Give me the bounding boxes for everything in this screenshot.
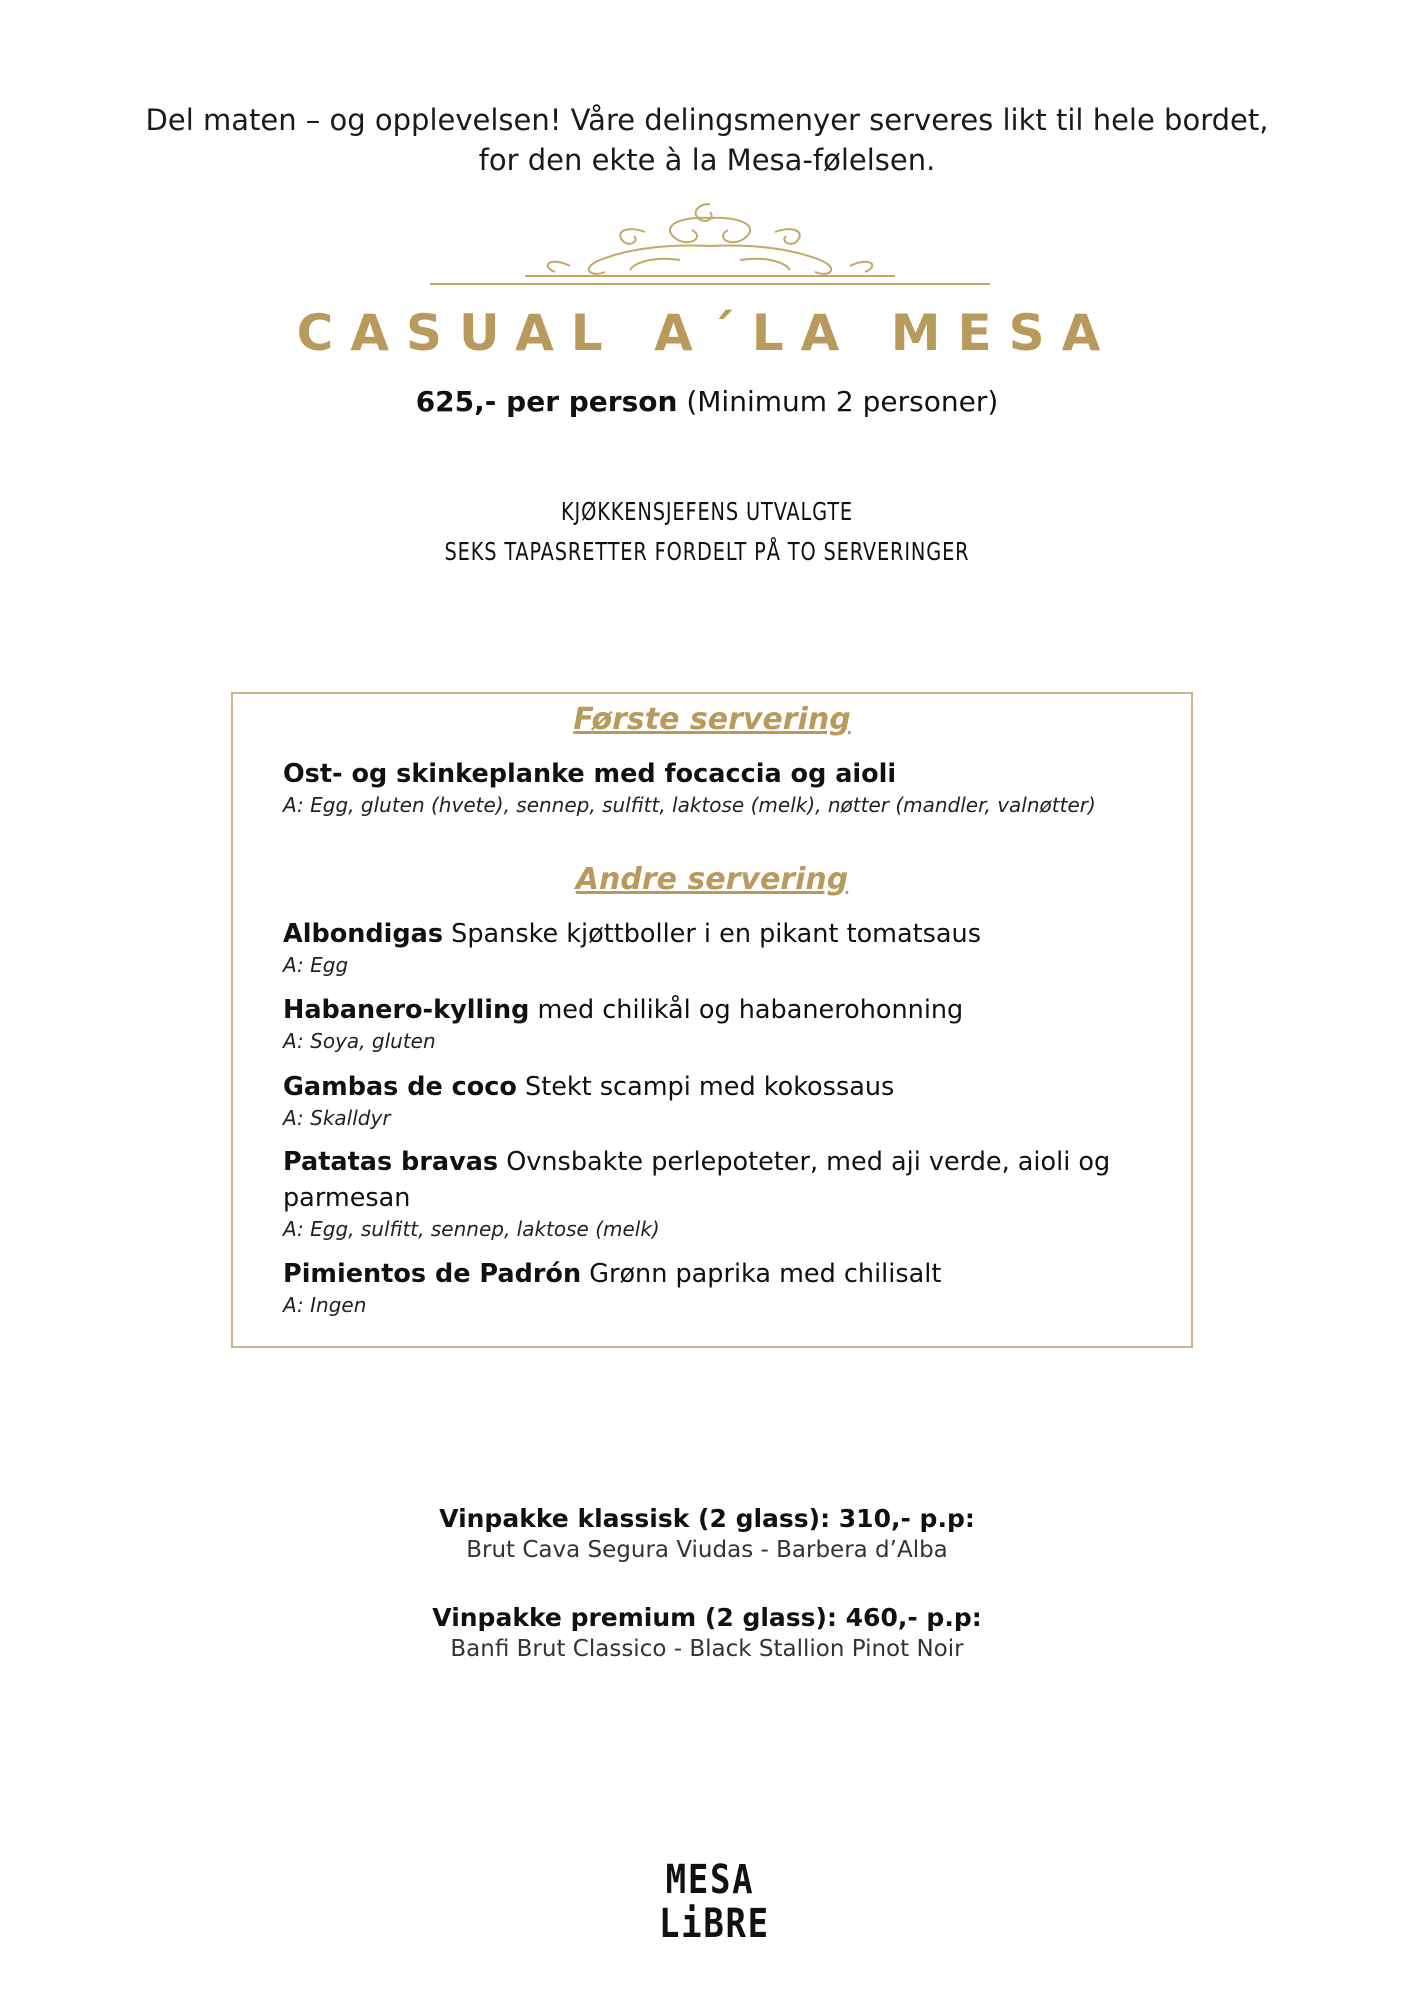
intro-text	[0, 100, 1414, 180]
wine-classic-list: Brut Cava Segura Viudas - Barbera d’Alba	[466, 1537, 948, 1563]
dish-item	[283, 992, 1163, 1054]
dish-name: Habanero-kylling	[283, 995, 530, 1025]
dish-desc: Stekt scampi med kokossaus	[516, 1072, 895, 1102]
dish-allergens: A: Egg, sulfitt, sennep, laktose (melk)	[283, 1217, 660, 1241]
mesa-libre-logo	[650, 1858, 770, 1958]
dish-item	[283, 756, 1163, 818]
dish-allergens: A: Soya, gluten	[283, 1029, 436, 1053]
dish-name: Gambas de coco	[283, 1072, 517, 1102]
dish-item	[283, 1256, 1163, 1318]
first-serving-title: Første servering	[573, 702, 851, 737]
chef-line-2: SEKS TAPASRETTER FORDELT PÅ TO SERVERINGER	[444, 537, 970, 566]
dish-item	[283, 1144, 1163, 1242]
dish-desc: med chilikål og habanerohonning	[529, 995, 964, 1025]
dish-item	[283, 916, 1163, 978]
dish-name: Ost- og skinkeplanke med focaccia og aioli	[283, 759, 897, 789]
price-note: (Minimum 2 personer)	[677, 385, 999, 418]
dish-allergens: A: Ingen	[283, 1293, 367, 1317]
chef-line-1: KJØKKENSJEFENS UTVALGTE	[561, 497, 853, 526]
dish-name: Patatas bravas	[283, 1147, 499, 1177]
dish-item	[283, 1069, 1163, 1131]
dish-desc: Grønn paprika med chilisalt	[581, 1259, 942, 1289]
menu-box	[231, 692, 1193, 1348]
intro-line-2: for den ekte à la Mesa-følelsen.	[478, 143, 936, 177]
dish-name: Pimientos de Padrón	[283, 1259, 582, 1289]
dish-desc: Spanske kjøttboller i en pikant tomatsaus	[443, 919, 981, 949]
wine-classic-title: Vinpakke klassisk (2 glass): 310,- p.p:	[439, 1504, 975, 1533]
ornament-divider-icon	[430, 196, 990, 296]
wine-premium-title: Vinpakke premium (2 glass): 460,- p.p:	[432, 1603, 982, 1632]
dish-allergens: A: Egg	[283, 953, 349, 977]
wine-classic	[0, 1504, 1414, 1563]
dish-allergens: A: Skalldyr	[283, 1106, 391, 1130]
dish-allergens: A: Egg, gluten (hvete), sennep, sulfitt, laktose (melk), nøtter (mandler, valnøtter)	[283, 793, 1096, 817]
wine-premium-list: Banfi Brut Classico - Black Stallion Pinot Noir	[450, 1636, 964, 1662]
logo-line-2: LiBRE	[659, 1901, 770, 1947]
dish-name: Albondigas	[283, 919, 444, 949]
dish-desc: Ovnsbakte perlepoteter, med aji verde, aioli og parmesan	[283, 1147, 1111, 1213]
menu-title: CASUAL A´LA MESA	[296, 304, 1118, 362]
wine-premium	[0, 1603, 1414, 1662]
price-line	[0, 385, 1414, 418]
intro-line-1: Del maten – og opplevelsen! Våre delingsmenyer serveres likt til hele bordet,	[145, 103, 1269, 137]
second-serving-title: Andre servering	[575, 862, 849, 897]
price-amount: 625,- per person	[415, 385, 678, 418]
chef-selection-text	[99, 492, 1315, 572]
logo-line-1: MESA	[665, 1857, 755, 1903]
